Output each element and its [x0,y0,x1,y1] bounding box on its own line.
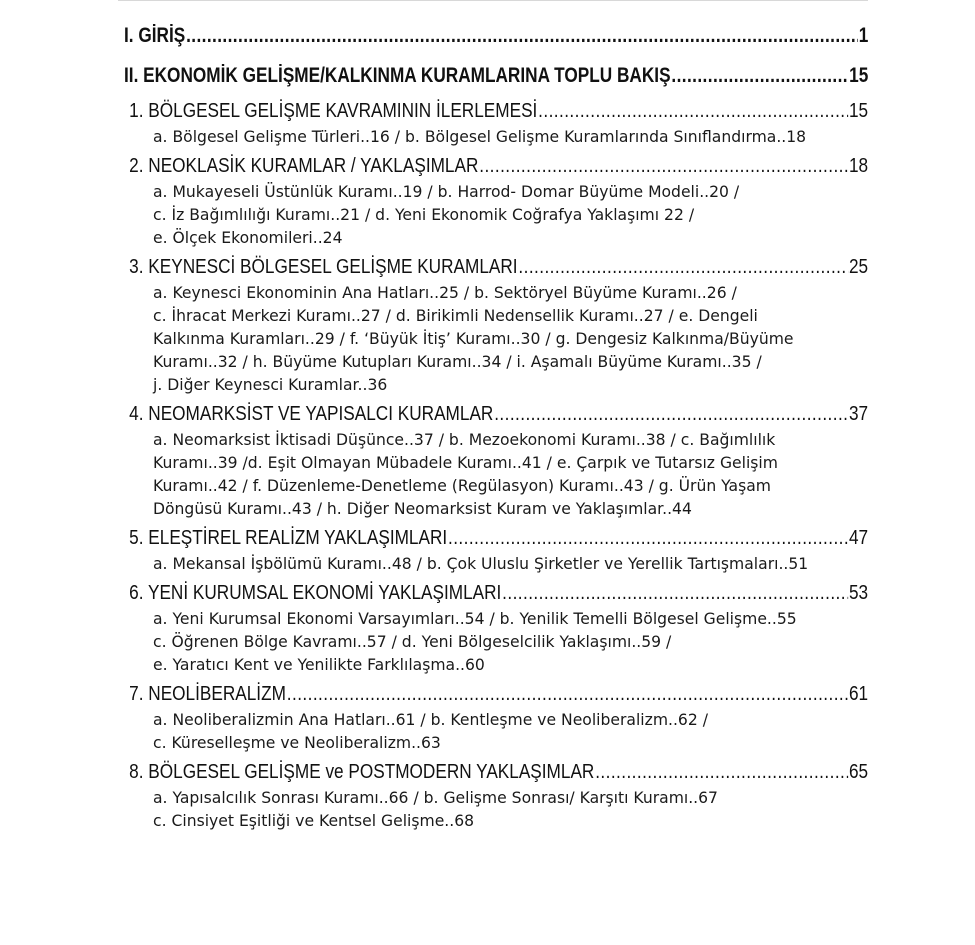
top-rule [118,0,868,1]
dot-leader [287,683,848,706]
subsection-line: c. Cinsiyet Eşitliği ve Kentsel Gelişme..68 [153,812,475,830]
dot-leader [671,64,848,88]
subsection-line: Kuramı..42 / f. Düzenleme-Denetleme (Regülasyon) Kuramı..43 / g. Ürün Yaşam [153,477,771,495]
subsection-line: c. Öğrenen Bölge Kavramı..57 / d. Yeni Bölgeselcilik Yaklaşımı..59 / [153,633,672,651]
toc-chapter-8[interactable] [124,761,868,787]
page-number: 65 [848,761,869,783]
toc-chapter-2[interactable] [124,155,868,181]
subsection-line: c. İhracat Merkezi Kuramı..27 / d. Birikimli Nedensellik Kuramı..27 / e. Dengeli [153,307,758,325]
dot-leader [494,403,848,426]
dot-leader [538,100,848,123]
subsection-line: Kuramı..32 / h. Büyüme Kutupları Kuramı..34 / i. Aşamalı Büyüme Kuramı..35 / [153,353,762,371]
subsection-line: a. Mukayeseli Üstünlük Kuramı..19 / b. Harrod- Domar Büyüme Modeli..20 / [153,183,740,201]
page-number: 25 [848,256,869,278]
subsection-line: Kalkınma Kuramları..29 / f. ‘Büyük İtiş’ Kuramı..30 / g. Dengesiz Kalkınma/Büyüme [153,330,794,348]
subsection-line: a. Yeni Kurumsal Ekonomi Varsayımları..54 / b. Yenilik Temelli Bölgesel Gelişme..55 [153,610,797,628]
toc-chapter-7[interactable] [124,683,868,709]
toc-part-2[interactable] [124,64,868,94]
page-number: 61 [848,683,869,705]
chapter-block-5 [124,527,868,576]
subsection-line: a. Keynesci Ekonominin Ana Hatları..25 / b. Sektöryel Büyüme Kuramı..26 / [153,284,737,302]
dot-leader [595,761,848,784]
chapter-title: 4. NEOMARKSİST VE YAPISALCI KURAMLAR [129,403,494,425]
subsection-line: Kuramı..39 /d. Eşit Olmayan Mübadele Kuramı..41 / e. Çarpık ve Tutarsız Gelişim [153,454,778,472]
toc-chapter-5[interactable] [124,527,868,553]
chapter-title: 5. ELEŞTİREL REALİZM YAKLAŞIMLARI [129,527,448,549]
page-number: 15 [849,64,869,87]
dot-leader [479,155,848,178]
subsection-line: c. Küreselleşme ve Neoliberalizm..63 [153,734,441,752]
chapter-title: 8. BÖLGESEL GELİŞME ve POSTMODERN YAKLAŞIMLAR [129,761,595,783]
chapter-block-1 [124,100,868,149]
subsection-line: a. Neomarksist İktisadi Düşünce..37 / b. Mezoekonomi Kuramı..38 / c. Bağımlılık [153,431,776,449]
chapter-block-4 [124,403,868,521]
chapter-title: 6. YENİ KURUMSAL EKONOMİ YAKLAŞIMLARI [129,582,502,604]
subsection-line: a. Yapısalcılık Sonrası Kuramı..66 / b. Gelişme Sonrası/ Karşıtı Kuramı..67 [153,789,718,807]
page-number: 53 [848,582,869,604]
page-number: 47 [848,527,869,549]
chapter-block-8 [124,761,868,833]
page-number: 1 [858,24,869,47]
subsection-line: c. İz Bağımlılığı Kuramı..21 / d. Yeni Ekonomik Coğrafya Yaklaşımı 22 / [153,206,695,224]
part-title: II. EKONOMİK GELİŞME/KALKINMA KURAMLARINA TOPLU BAKIŞ [124,64,671,87]
page-number: 37 [848,403,869,425]
chapter-block-6 [124,582,868,677]
table-of-contents [124,24,868,835]
subsection-line: j. Diğer Keynesci Kuramlar..36 [153,376,388,394]
toc-chapter-1[interactable] [124,100,868,126]
page-number: 15 [848,100,869,122]
subsection-line: e. Yaratıcı Kent ve Yenilikte Farklılaşma..60 [153,656,485,674]
chapter-block-2 [124,155,868,250]
chapter-block-7 [124,683,868,755]
toc-chapter-3[interactable] [124,256,868,282]
part-title: I. GİRİŞ [124,24,186,47]
subsection-line: a. Mekansal İşbölümü Kuramı..48 / b. Çok Uluslu Şirketler ve Yerellik Tartışmaları..51 [153,555,809,573]
chapter-block-3 [124,256,868,397]
dot-leader [518,256,848,279]
chapter-title: 1. BÖLGESEL GELİŞME KAVRAMININ İLERLEMESİ [129,100,538,122]
chapter-title: 2. NEOKLASİK KURAMLAR / YAKLAŞIMLAR [129,155,479,177]
subsection-line: Döngüsü Kuramı..43 / h. Diğer Neomarksist Kuram ve Yaklaşımlar..44 [153,500,692,518]
toc-chapter-6[interactable] [124,582,868,608]
toc-part-1[interactable] [124,24,868,54]
subsection-line: a. Bölgesel Gelişme Türleri..16 / b. Bölgesel Gelişme Kuramlarında Sınıflandırma..18 [153,128,807,146]
toc-chapter-4[interactable] [124,403,868,429]
dot-leader [502,582,848,605]
subsection-line: a. Neoliberalizmin Ana Hatları..61 / b. Kentleşme ve Neoliberalizm..62 / [153,711,708,729]
subsection-line: e. Ölçek Ekonomileri..24 [153,229,343,247]
chapter-title: 7. NEOLİBERALİZM [129,683,286,705]
dot-leader [186,24,858,48]
page-number: 18 [848,155,869,177]
dot-leader [448,527,848,550]
chapter-title: 3. KEYNESCİ BÖLGESEL GELİŞME KURAMLARI [129,256,518,278]
